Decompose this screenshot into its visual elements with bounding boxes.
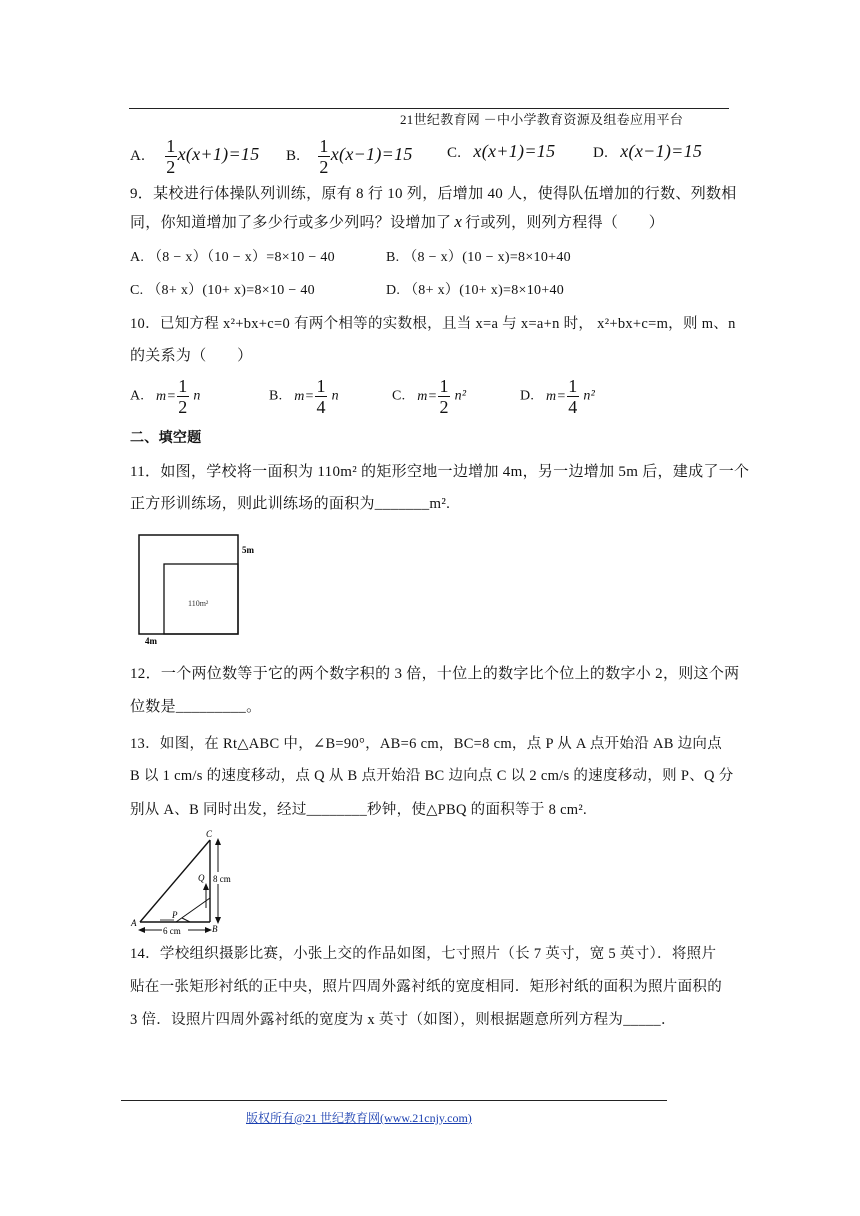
fig-label-5m: 5m: [242, 545, 254, 555]
q10-option-a: A. m= $\frac{1}{2}$ n: [130, 376, 201, 417]
q11-figure: [134, 530, 264, 650]
q12-line1: 12．一个两位数等于它的两个数字积的 3 倍，十位上的数字比个位上的数字小 2，则这个两: [130, 666, 740, 682]
section-title: 二、填空题: [130, 430, 202, 446]
q13-line1: 13．如图，在 Rt△ABC 中，∠B=90°，AB=6 cm，BC=8 cm，点 P 从 A 点开始沿 AB 边向点: [130, 736, 723, 752]
footer-rule: [121, 1100, 667, 1101]
footer-copyright-link[interactable]: 版权所有@21 世纪教育网(www.21cnjy.com): [246, 1111, 472, 1125]
q10-option-d: D. m= $\frac{1}{4}$ n²: [520, 376, 596, 417]
q9-line2: 同，你知道增加了多少行或多少列吗？设增加了 x 行或列，则列方程得（ ）: [130, 212, 665, 231]
q9-option-d: D. （8+ x）(10+ x)=8×10+40: [386, 283, 565, 298]
q11-line2: 正方形训练场，则此训练场的面积为_______m².: [130, 496, 451, 512]
q10-option-b: B. m= $\frac{1}{4}$ n: [269, 376, 339, 417]
q13-line2: B 以 1 cm/s 的速度移动，点 Q 从 B 点开始沿 BC 边向点 C 以 2 cm/s 的速度移动，则 P、Q 分: [130, 768, 734, 784]
fig-label-area: 110m²: [188, 599, 209, 608]
point-Q: Q: [198, 873, 205, 883]
q9-line1: 9．某校进行体操队列训练，原有 8 行 10 列，后增加 40 人，使得队伍增加的行数、列数相: [130, 186, 737, 202]
vertex-C: C: [206, 829, 213, 839]
q8-option-d: D. x(x−1)=15: [593, 141, 703, 161]
q11-line1: 11．如图，学校将一面积为 110m² 的矩形空地一边增加 4m，另一边增加 5m 后，建成了一个: [130, 464, 750, 480]
q9-option-a: A. （8 − x）（10 − x）=8×10 − 40: [130, 250, 335, 265]
fig-label-6cm: 6 cm: [163, 926, 181, 936]
q13-line3: 别从 A、B 同时出发，经过________秒钟，使△PBQ 的面积等于 8 cm².: [130, 802, 587, 818]
q8-option-c: C. x(x+1)=15: [447, 141, 556, 161]
outer-square: [139, 535, 238, 634]
q9-option-b: B. （8 − x）(10 − x)=8×10+40: [386, 250, 571, 265]
q14-line3: 3 倍．设照片四周外露衬纸的宽度为 x 英寸（如图），则根据题意所列方程为_____．: [130, 1012, 676, 1028]
point-P: P: [172, 910, 178, 920]
q9-option-c: C. （8+ x）(10+ x)=8×10 − 40: [130, 283, 315, 298]
q14-line2: 贴在一张矩形衬纸的正中央，照片四周外露衬纸的宽度相同．矩形衬纸的面积为照片面积的: [130, 979, 722, 995]
vertex-A: A: [131, 918, 137, 928]
q12-line2: 位数是_________。: [130, 699, 262, 715]
header-text: 21世纪教育网 －中小学教育资源及组卷应用平台: [400, 112, 684, 127]
q8-option-a: A. $\frac{1}{2}$ x(x+1)=15: [130, 136, 260, 177]
fig-label-4m: 4m: [145, 636, 157, 646]
vertex-B: B: [212, 924, 218, 934]
q10-line2: 的关系为（ ）: [130, 348, 253, 364]
q14-line1: 14．学校组织摄影比赛，小张上交的作品如图，七寸照片（长 7 英寸，宽 5 英寸）．将照片: [130, 946, 717, 962]
header-rule: [129, 108, 729, 109]
fraction: $\frac{1}{2}$: [166, 136, 176, 177]
q13-figure: [130, 828, 250, 938]
q10-line1: 10．已知方程 x²+bx+c=0 有两个相等的实数根，且当 x=a 与 x=a+n 时， x²+bx+c=m，则 m、n: [130, 316, 736, 332]
q8-option-b: B. $\frac{1}{2}$ x(x−1)=15: [286, 136, 413, 177]
fig-label-8cm: 8 cm: [213, 874, 231, 884]
fraction: $\frac{1}{2}$: [319, 136, 329, 177]
q10-option-c: C. m= $\frac{1}{2}$ n²: [392, 376, 467, 417]
